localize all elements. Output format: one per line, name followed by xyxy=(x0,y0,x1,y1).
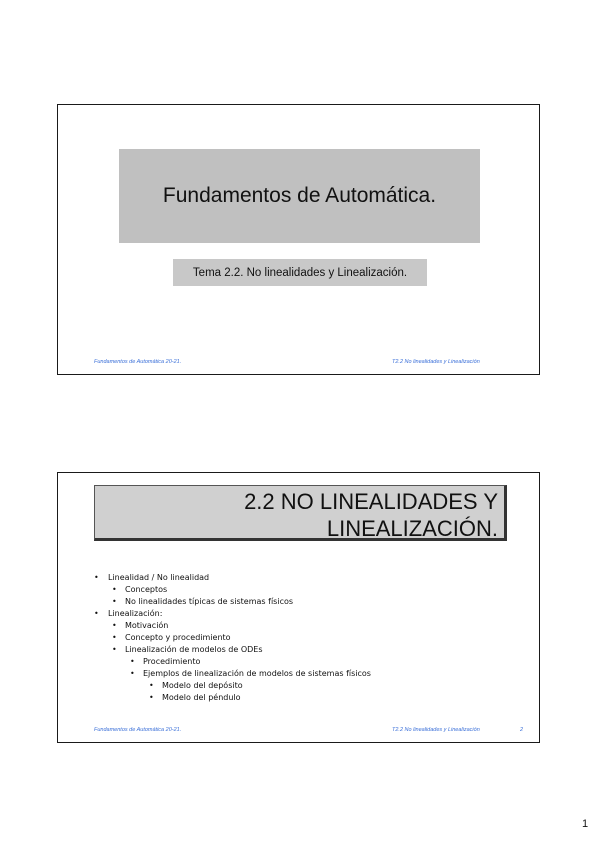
slide-header-line-1: 2.2 NO LINEALIDADES Y xyxy=(244,489,498,514)
slide-footer-right: T2.2 No linealidades y Linealización xyxy=(392,359,480,365)
bullet-dot-icon: • xyxy=(112,597,117,606)
bullet-dot-icon: • xyxy=(149,681,154,690)
bullet-item: • Linealidad / No linealidad xyxy=(94,573,210,582)
bullet-dot-icon: • xyxy=(112,621,117,630)
slide-header-line-2: LINEALIZACIÓN. xyxy=(326,516,498,541)
bullet-dot-icon: • xyxy=(112,585,117,594)
bullet-item: • Concepto y procedimiento xyxy=(112,633,231,642)
bullet-dot-icon: • xyxy=(94,609,99,618)
slide-title-box xyxy=(119,149,480,243)
bullet-item: • No linealidades típicas de sistemas físicos xyxy=(112,597,294,606)
bullet-item: • Linealización: xyxy=(94,609,163,618)
bullet-item: • Conceptos xyxy=(112,585,168,594)
slide-subtitle-box xyxy=(173,259,427,286)
slide-footer-left: Fundamentos de Automática 20-21. xyxy=(94,727,182,733)
bullet-dot-icon: • xyxy=(112,645,117,654)
bullet-list xyxy=(94,572,514,704)
bullet-dot-icon: • xyxy=(130,669,135,678)
bullet-item: • Ejemplos de linealización de modelos de sistemas físicos xyxy=(130,669,371,678)
slide-1 xyxy=(57,104,540,375)
slide-footer-left: Fundamentos de Automática 20-21. xyxy=(94,359,182,365)
bullet-dot-icon: • xyxy=(149,693,154,702)
bullet-item: • Modelo del depósito xyxy=(149,681,243,690)
bullet-item: • Motivación xyxy=(112,621,169,630)
slide-subtitle: Tema 2.2. No linealidades y Linealización. xyxy=(192,266,408,279)
slide-header-box xyxy=(94,485,507,541)
slide-number: 2 xyxy=(520,727,524,733)
slide-title: Fundamentos de Automática. xyxy=(162,184,437,207)
page-number: 1 xyxy=(582,818,589,830)
bullet-dot-icon: • xyxy=(94,573,99,582)
bullet-item: • Linealización de modelos de ODEs xyxy=(112,645,263,654)
bullet-dot-icon: • xyxy=(112,633,117,642)
bullet-item: • Procedimiento xyxy=(130,657,201,666)
slide-footer-right: T2.2 No linealidades y Linealización xyxy=(392,727,480,733)
bullet-item: • Modelo del péndulo xyxy=(149,693,241,702)
slide-2 xyxy=(57,472,540,743)
bullet-dot-icon: • xyxy=(130,657,135,666)
